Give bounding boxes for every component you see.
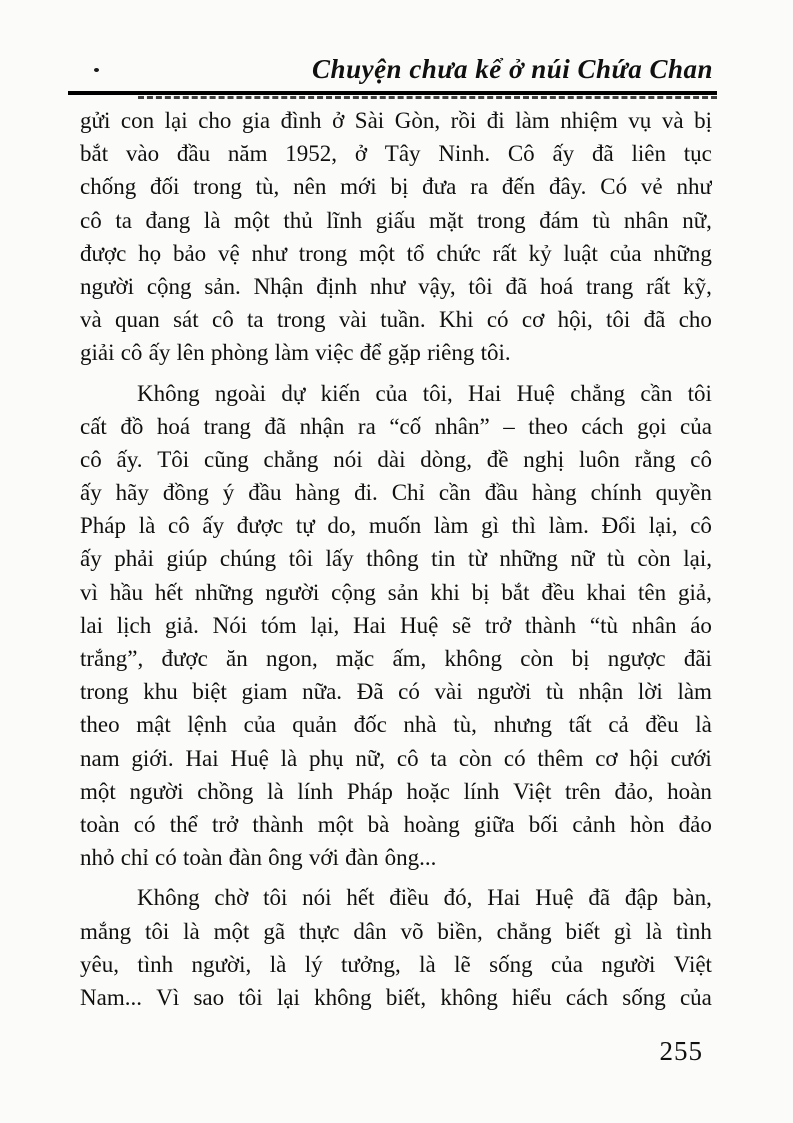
paragraph [80,881,712,1014]
page-number: 255 [659,1036,703,1066]
header-rule-broken [138,96,717,99]
paragraph [80,377,712,875]
text-line: nam giới. Hai Huệ là phụ nữ, cô ta còn có thêm cơ hội cưới [80,745,712,771]
text-line: trong khu biệt giam nữa. Đã có vài người tù nhận lời làm [80,679,712,705]
text-line: ấy hãy đồng ý đầu hàng đi. Chỉ cần đầu hàng chính quyền [80,480,712,506]
text-line: cô ấy. Tôi cũng chẳng nói dài dòng, đề nghị luôn rằng cô [80,446,712,472]
text-line: được họ bảo vệ như trong một tổ chức rất kỷ luật của những [80,240,712,266]
text-line: một người chồng là lính Pháp hoặc lính Việt trên đảo, hoàn [80,778,712,804]
text-line: Pháp là cô ấy được tự do, muốn làm gì thì làm. Đổi lại, cô [80,513,712,539]
text-line: giải cô ấy lên phòng làm việc để gặp riêng tôi. [80,340,511,366]
text-line: Nam... Vì sao tôi lại không biết, không hiểu cách sống của [80,984,712,1010]
ink-dot [94,68,99,72]
paragraph [80,104,712,370]
text-line: Không chờ tôi nói hết điều đó, Hai Huệ đã đập bàn, [137,885,712,911]
text-line: mắng tôi là một gã thực dân võ biền, chẳng biết gì là tình [80,918,712,944]
text-line: lai lịch giả. Nói tóm lại, Hai Huệ sẽ trở thành “tù nhân áo [80,612,712,638]
header-rule-main [68,91,717,95]
text-line: cất đồ hoá trang đã nhận ra “cố nhân” – theo cách gọi của [80,413,712,439]
text-line: vì hầu hết những người cộng sản khi bị bắt đều khai tên giả, [80,579,712,605]
text-line: và quan sát cô ta trong vài tuần. Khi có cơ hội, tôi đã cho [80,307,712,333]
text-line: Không ngoài dự kiến của tôi, Hai Huệ chẳng cần tôi [137,380,712,406]
text-line: chống đối trong tù, nên mới bị đưa ra đến đây. Có vẻ như [80,174,712,200]
header-rule [68,91,717,99]
text-line: ấy phải giúp chúng tôi lấy thông tin từ những nữ tù còn lại, [80,546,712,572]
text-line: theo mật lệnh của quản đốc nhà tù, nhưng tất cả đều là [80,712,712,738]
running-header: Chuyện chưa kể ở núi Chứa Chan [312,54,713,84]
text-line: toàn có thể trở thành một bà hoàng giữa bối cảnh hòn đảo [80,811,712,837]
text-line: cô ta đang là một thủ lĩnh giấu mặt trong đám tù nhân nữ, [80,207,712,233]
body-text [80,104,712,1014]
text-line: nhỏ chỉ có toàn đàn ông với đàn ông... [80,845,437,871]
text-line: yêu, tình người, là lý tưởng, là lẽ sống của người Việt [80,951,712,977]
text-line: người cộng sản. Nhận định như vậy, tôi đã hoá trang rất kỹ, [80,273,712,299]
text-line: trắng”, được ăn ngon, mặc ấm, không còn bị ngược đãi [80,646,712,671]
text-line: gửi con lại cho gia đình ở Sài Gòn, rồi đi làm nhiệm vụ và bị [80,108,712,133]
text-line: bắt vào đầu năm 1952, ở Tây Ninh. Cô ấy đã liên tục [80,141,712,167]
